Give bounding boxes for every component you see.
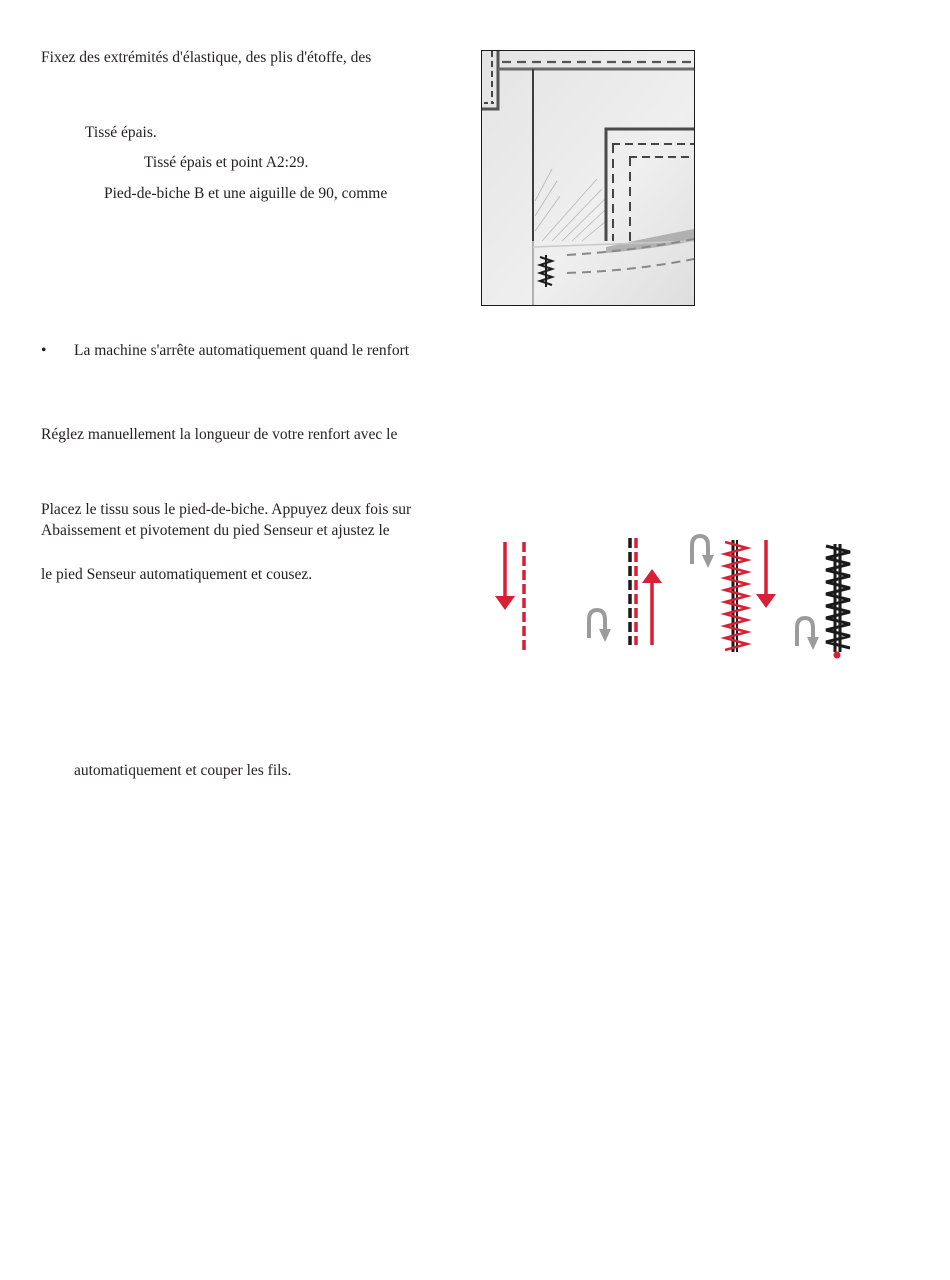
end-point-dot: [834, 652, 841, 659]
bullet-symbol: •: [41, 342, 47, 359]
paragraph-pied-senseur: le pied Senseur automatiquement et cousez.: [41, 566, 313, 583]
arrow-down-icon: [756, 540, 776, 608]
paragraph-tisse-epais-point: Tissé épais et point A2:29.: [144, 154, 309, 171]
fabric-illustration: [481, 50, 695, 306]
turn-arrow-icon: [797, 618, 819, 650]
step-finished-bartack: [826, 544, 850, 659]
paragraph-couper-fils: automatiquement et couper les fils.: [74, 762, 292, 779]
turn-arrow-icon: [692, 536, 714, 568]
paragraph-fixez: Fixez des extrémités d'élastique, des plis d'étoffe, des: [41, 49, 372, 66]
arrow-up-icon: [642, 569, 662, 645]
bartack-stitch-diagram: [485, 530, 865, 665]
arrow-down-icon: [495, 542, 515, 610]
paragraph-pied-de-biche: Pied-de-biche B et une aiguille de 90, comme: [104, 185, 388, 202]
step-forward-straight-stitch: [495, 542, 524, 650]
step-reverse-straight-stitch: [630, 538, 662, 645]
paragraph-placez: Placez le tissu sous le pied-de-biche. Appuyez deux fois sur: [41, 501, 412, 518]
bullet-machine-stops: La machine s'arrête automatiquement quand le renfort: [74, 342, 410, 359]
paragraph-abaissement: Abaissement et pivotement du pied Senseur et ajustez le: [41, 522, 390, 539]
paragraph-reglez: Réglez manuellement la longueur de votre renfort avec le: [41, 426, 398, 443]
step-zigzag-over-stitch: [725, 540, 776, 652]
paragraph-tisse-epais: Tissé épais.: [85, 124, 157, 141]
turn-arrow-icon: [589, 610, 611, 642]
